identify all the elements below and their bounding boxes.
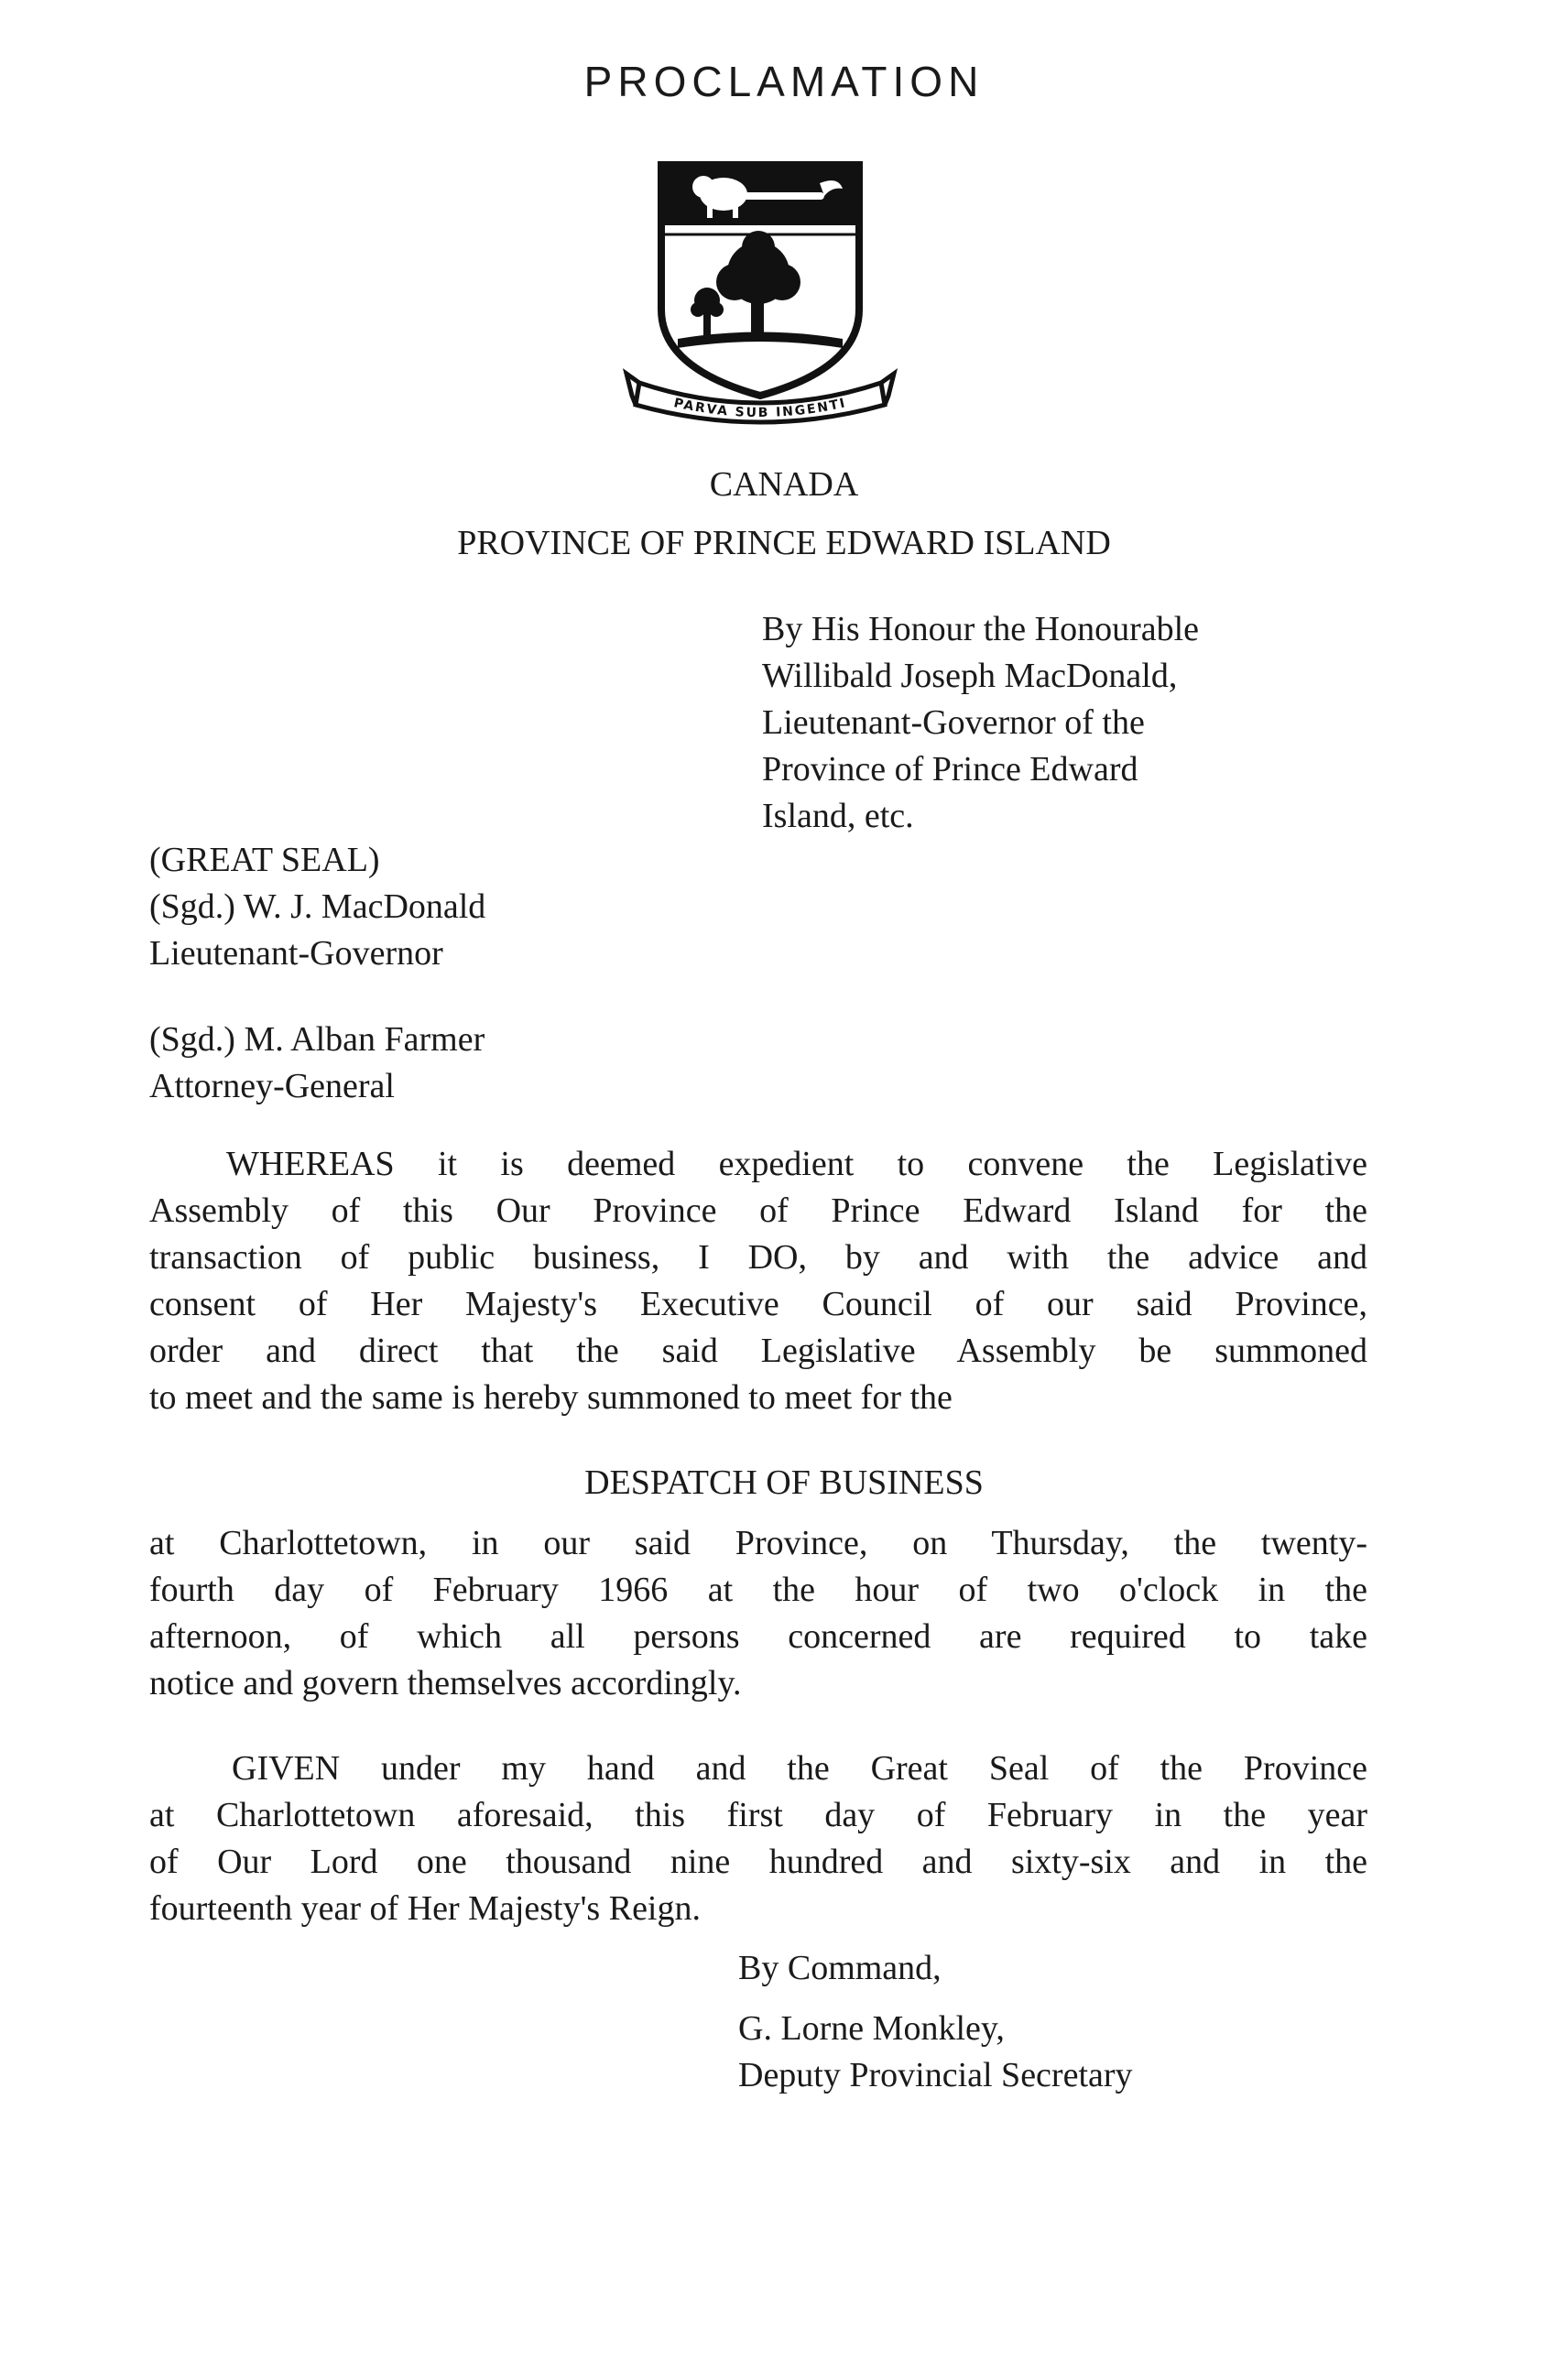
authority-line: Lieutenant-Governor of the <box>762 703 1145 742</box>
by-command: By Command, <box>738 1949 942 1987</box>
signature-block <box>149 837 485 977</box>
secretary-block <box>738 2006 1133 2099</box>
province-heading: PROVINCE OF PRINCE EDWARD ISLAND <box>457 524 1111 562</box>
crest-motto: PARVA SUB INGENTI <box>672 396 848 421</box>
coat-of-arms-icon <box>623 156 898 440</box>
great-seal-label: (GREAT SEAL) <box>149 841 380 879</box>
body-line: of Our Lord one thousand nine hundred and sixty-six and in the <box>149 1843 1367 1881</box>
attorney-title: Attorney-General <box>149 1067 395 1105</box>
section-heading: DESPATCH OF BUSINESS <box>584 1463 984 1502</box>
country-heading: CANADA <box>709 465 859 504</box>
body-line: fourth day of February 1966 at the hour of two o'clock in the <box>149 1571 1367 1609</box>
whereas-paragraph <box>149 1141 1367 1421</box>
body-line: at Charlottetown, in our said Province, on Thursday, the twenty- <box>149 1524 1367 1562</box>
attorney-signature: (Sgd.) M. Alban Farmer <box>149 1020 485 1059</box>
secretary-title: Deputy Provincial Secretary <box>738 2056 1133 2094</box>
body-line: consent of Her Majesty's Executive Council of our said Province, <box>149 1285 1367 1323</box>
meeting-paragraph <box>149 1520 1367 1707</box>
given-paragraph <box>149 1746 1367 1932</box>
body-line: transaction of public business, I DO, by and with the advice and <box>149 1238 1367 1277</box>
body-line: Assembly of this Our Province of Prince Edward Island for the <box>149 1191 1367 1230</box>
body-line: at Charlottetown aforesaid, this first day of February in the year <box>149 1796 1367 1834</box>
authority-line: Province of Prince Edward <box>762 750 1138 789</box>
closing-block <box>738 1945 942 1992</box>
page-title: PROCLAMATION <box>583 58 985 105</box>
body-line: GIVEN under my hand and the Great Seal of the Province <box>232 1749 1367 1788</box>
authority-line: Island, etc. <box>762 797 914 835</box>
body-line: fourteenth year of Her Majesty's Reign. <box>149 1889 701 1928</box>
authority-line: By His Honour the Honourable <box>762 610 1200 648</box>
attorney-block <box>149 1017 485 1110</box>
body-line: order and direct that the said Legislative Assembly be summoned <box>149 1332 1367 1370</box>
body-line: WHEREAS it is deemed expedient to convene the Legislative <box>226 1145 1367 1183</box>
authority-block <box>762 606 1199 840</box>
governor-title: Lieutenant-Governor <box>149 934 443 973</box>
secretary-name: G. Lorne Monkley, <box>738 2009 1005 2048</box>
governor-signature: (Sgd.) W. J. MacDonald <box>149 887 486 926</box>
authority-line: Willibald Joseph MacDonald, <box>762 657 1178 695</box>
body-line: notice and govern themselves accordingly. <box>149 1664 742 1702</box>
body-line: afternoon, of which all persons concerned are required to take <box>149 1617 1367 1656</box>
body-line: to meet and the same is hereby summoned to meet for the <box>149 1378 953 1417</box>
